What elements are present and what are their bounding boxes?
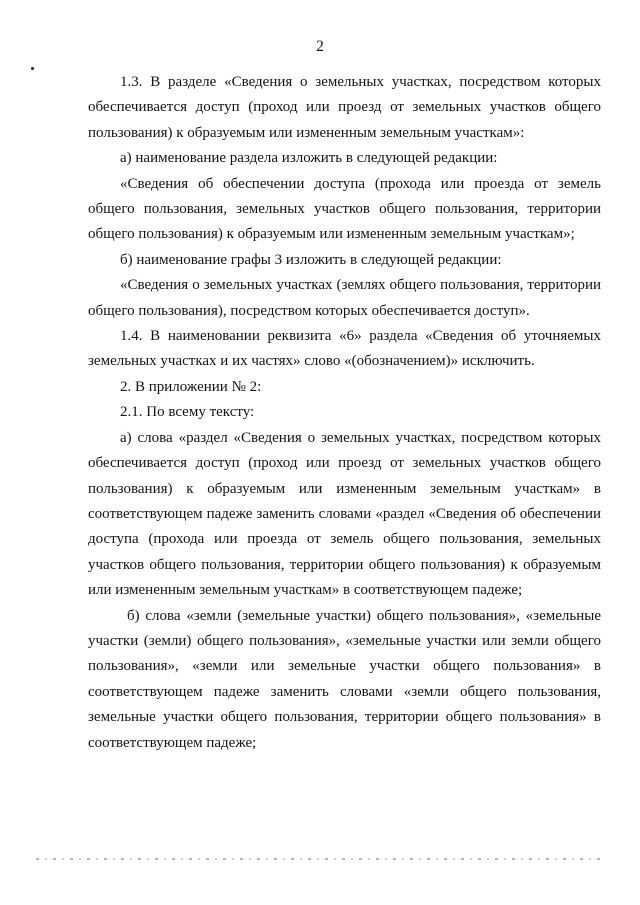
paragraph-2: 2. В приложении № 2: <box>120 378 262 395</box>
paragraph-2-1-b: б) слова «земли (земельные участки) общего пользования», «земельные участки (земли) общего пользования», «земельные участки или земли общего пользования», «земли или земельные участки общего пользования» в соответствующем падеже заменить словами «земли общего пользования, земельные участки общего пользования, территории общего пользования» в соответствующем падеже; <box>88 607 601 751</box>
scan-speck <box>31 67 34 70</box>
document-body <box>88 70 601 756</box>
paragraph-2-1-a: а) слова «раздел «Сведения о земельных участках, посредством которых обеспечивается доступ (проход или проезд от земельных участков общего пользования) к образуемым или измененным земельным участкам» в соответствующем падеже заменить словами «раздел «Сведения об обеспечении доступа (прохода или проезда от земель общего пользования, земельных участков общего пользования, территории общего пользования) к образуемым или измененным земельным участкам» в соответствующем падеже; <box>88 429 601 599</box>
paragraph-b-column-name: б) наименование графы 3 изложить в следующей редакции: <box>120 251 502 268</box>
paragraph-a-section-name: а) наименование раздела изложить в следующей редакции: <box>120 150 498 167</box>
paragraph-2-1: 2.1. По всему тексту: <box>120 404 255 421</box>
paragraph-quote-section-name: «Сведения об обеспечении доступа (прохода или проезда от земель общего пользования, земельных участков общего пользования, территории общего пользования) к образуемым или измененным земельным участкам»; <box>88 175 601 243</box>
paragraph-quote-column-name: «Сведения о земельных участках (землях общего пользования, территории общего пользования), посредством которых обеспечивается доступ». <box>88 277 601 319</box>
paragraph-1-4: 1.4. В наименовании реквизита «6» раздела «Сведения об уточняемых земельных участках и их частях» слово «(обозначением)» исключить. <box>88 328 601 370</box>
scan-noise-line <box>36 858 606 860</box>
page-number: 2 <box>316 38 324 55</box>
paragraph-1-3: 1.3. В разделе «Сведения о земельных участках, посредством которых обеспечивается доступ (проход или проезд от земельных участков общего пользования) к образуемым или измененным земельным участкам»: <box>88 74 601 141</box>
